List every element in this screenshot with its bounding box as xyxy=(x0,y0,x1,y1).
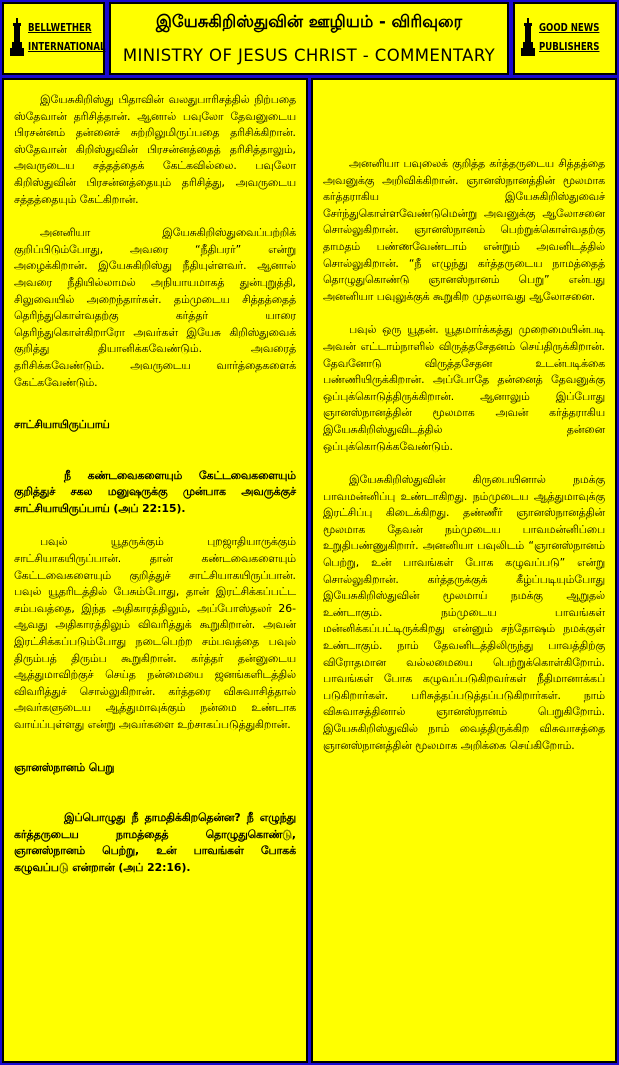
logo-line-1: BELLWETHER xyxy=(28,21,92,34)
bellwether-logo-text xyxy=(28,18,105,56)
paragraph: அனனியா இயேசுகிறிஸ்துவைப்பற்றிக் குறிப்பிடும்போது, அவரை “நீதிபரர்” என்று அழைக்கிறான். இயேசுகிறிஸ்து நீதியுள்ளவர். ஆனால் அவரை நீதியில்லாமல் அநியாயமாகத் துன்புறுத்தி, சிலுவையில் அறைந்தார்கள். தம்முடைய சித்தத்தைத் தெரிந்துகொள்வதற்கு கர்த்தர் யாரை தெரிந்துகொள்கிறாரோ அவர்கள் இயேசு கிறிஸ்துவைக் குறித்து தியானிக்கவேண்டும். அவரைத் தரிசிக்கவேண்டும். அவருடைய வார்த்தைகளைக் கேட்கவேண்டும். xyxy=(14,226,296,389)
paragraph: பவுல் யூதருக்கும் புறஜாதியாருக்கும் சாட்சியாகயிருப்பான். தான் கண்டவைகளையும் கேட்டவைகளையும் குறித்துச் சாட்சியாகயிருப்பான். பவுல் யூதரிடத்தில் பேசும்போது, தான் இரட்சிக்கப்பட்ட சம்பவத்தை, இந்த அதிகாரத்திலும், அப்போஸ்தலர் 26-ஆவது அதிகாரத்திலும் விவரித்துக் கூறுகிறான். அவன் இரட்சிக்கப்படும்போது நடைபெற்ற சம்பவத்தை பவுல் திரும்பத் திரும்ப கூறுகிறான். கர்த்தர் தன்னுடைய ஆத்துமாவிற்குச் செய்த நன்மையை ஜனங்களிடத்தில் விவரித்துச் சொல்லுகிறான். கர்த்தரை விசுவாசித்தால் அவர்களுடைய ஆத்துமாவுக்கும் நன்மை உண்டாக வாய்ப்புள்ளது என்று அவர்களை உற்சாகப்படுத்துகிறான். xyxy=(14,535,296,731)
scripture-quote: நீ கண்டவைகளையும் கேட்டவைகளையும் குறித்துச் சகல மனுஷருக்கு முன்பாக அவருக்குச் சாட்சியாயிருப்பாய் (அப் 22:15). xyxy=(14,468,296,515)
building-icon xyxy=(10,18,24,56)
right-column xyxy=(311,78,617,1063)
good-news-logo-text xyxy=(539,18,599,56)
left-column xyxy=(2,78,308,1063)
paragraph: இயேசுகிறிஸ்துவின் கிருபையினால் நமக்கு பாவமன்னிப்பு உண்டாகிறது. நம்முடைய ஆத்துமாவுக்கு இரட்சிப்பு கிடைக்கிறது. தண்ணீர் ஞானஸ்நானத்தின் மூலமாக தேவன் நம்முடைய பாவமன்னிப்பை உறுதிபண்ணுகிறார். அனனியா பவுலிடம் “ஞானஸ்நானம் பெற்று, உன் பாவங்கள் போக கழுவப்படு” என்று சொல்லுகிறான். கர்த்தருக்குக் கீழ்ப்படியும்போது இயேசுகிறிஸ்துவின் மூலமாய் நமக்கு ஆறுதல் உண்டாகும். நம்முடைய பாவங்கள் மன்னிக்கப்பட்டிருக்கிறது என்னும் சந்தோஷம் நமக்குள் உண்டாகும். நாம் தேவனிடத்திலிருந்து பாவத்திற்கு விரோதமான வல்லமையை பெற்றுக்கொள்கிறோம். பாவங்கள் போக கழுவப்படுகிறவர்கள் நீதிமானாக்கப் படுகிறார்கள். பரிசுத்தப்படுத்தப்படுகிறார்கள். நாம் விசுவாசத்தினால் ஞானஸ்நானம் பெறுகிறோம். இயேசுகிறிஸ்துவில் நாம் வைத்திருக்கிற விசுவாசத்தை ஞானஸ்நானத்தின் மூலமாக அறிக்கை செய்கிறோம். xyxy=(323,473,605,752)
paragraph: பவுல் ஒரு யூதன். யூதமார்க்கத்து முறைமையின்படி அவன் எட்டாம்நாளில் விருத்தசேதனம் செய்திருக்கிறான். தேவனோடு விருத்தசேதன உடன்படிக்கை பண்ணியிருக்கிறான். அப்போதே தன்னைத் தேவனுக்கு ஒப்புக்கொடுத்திருக்கிறான். ஆனாலும் இப்போது ஞானஸ்நானத்தின் மூலமாக அவன் கர்த்தராகிய இயேசுகிறிஸ்துவிடத்தில் தன்னை ஒப்புக்கொடுக்கவேண்டும். xyxy=(323,323,605,453)
logo-line-1: GOOD NEWS xyxy=(539,21,600,34)
header-title-box xyxy=(109,2,509,75)
logo-line-2: INTERNATIONAL xyxy=(28,40,106,53)
bellwether-logo xyxy=(2,2,105,75)
good-news-logo xyxy=(513,2,617,75)
logo-line-2: PUBLISHERS xyxy=(539,40,600,53)
title-tamil: இயேசுகிறிஸ்துவின் ஊழியம் - விரிவுரை xyxy=(155,12,463,31)
scripture-quote: இப்பொழுது நீ தாமதிக்கிறதென்ன? நீ எழுந்து கர்த்தருடைய நாமத்தைத் தொழுதுகொண்டு, ஞானஸ்நானம் பெற்று, உன் பாவங்கள் போகக் கழுவப்படு என்றான் (அப் 22:16). xyxy=(14,811,296,874)
building-icon xyxy=(521,18,535,56)
title-english: MINISTRY OF JESUS CHRIST - COMMENTARY xyxy=(122,46,496,65)
section-heading: சாட்சியாயிருப்பாய் xyxy=(14,418,110,432)
section-heading: ஞானஸ்நானம் பெறு xyxy=(14,760,115,774)
paragraph: இயேசுகிறிஸ்து பிதாவின் வலதுபாரிசத்தில் நிற்பதை ஸ்தேவான் தரிசித்தான். ஆனால் பவுலோ தேவனுடைய பிரசன்னம் தன்னைச் சுற்றிலுமிருப்பதை தரிசிக்கிறான். ஸ்தேவான் கிறிஸ்துவின் பிரசன்னத்தைத் தரிசித்தாலும், அவருடைய சத்தத்தைக் கேட்கவில்லை. பவுலோ கிறிஸ்துவின் பிரசன்னத்தையும் தரிசித்து, அவருடைய சத்தத்தையும் கேட்கிறான். xyxy=(14,93,296,206)
paragraph: அனனியா பவுலைக் குறித்த கர்த்தருடைய சித்தத்தை அவனுக்கு அறிவிக்கிறான். ஞானஸ்நானத்தின் மூலமாக கர்த்தராகிய இயேசுகிறிஸ்துவைச் சேர்ந்துகொள்ளவேண்டுமென்று அவனுக்கு ஆலோசனை சொல்லுகிறான். ஞானஸ்நானம் பெற்றுக்கொள்வதற்கு தாமதம் பண்ணவேண்டாம் என்றும் அவனிடத்தில் சொல்லுகிறான். “நீ எழுந்து கர்த்தருடைய நாமத்தைத் தொழுதுகொண்டு ஞானஸ்நானம் பெறு” என்பது அனனியா பவுலுக்குக் கூறுகிற முதலாவது ஆலோசனை. xyxy=(323,157,605,303)
